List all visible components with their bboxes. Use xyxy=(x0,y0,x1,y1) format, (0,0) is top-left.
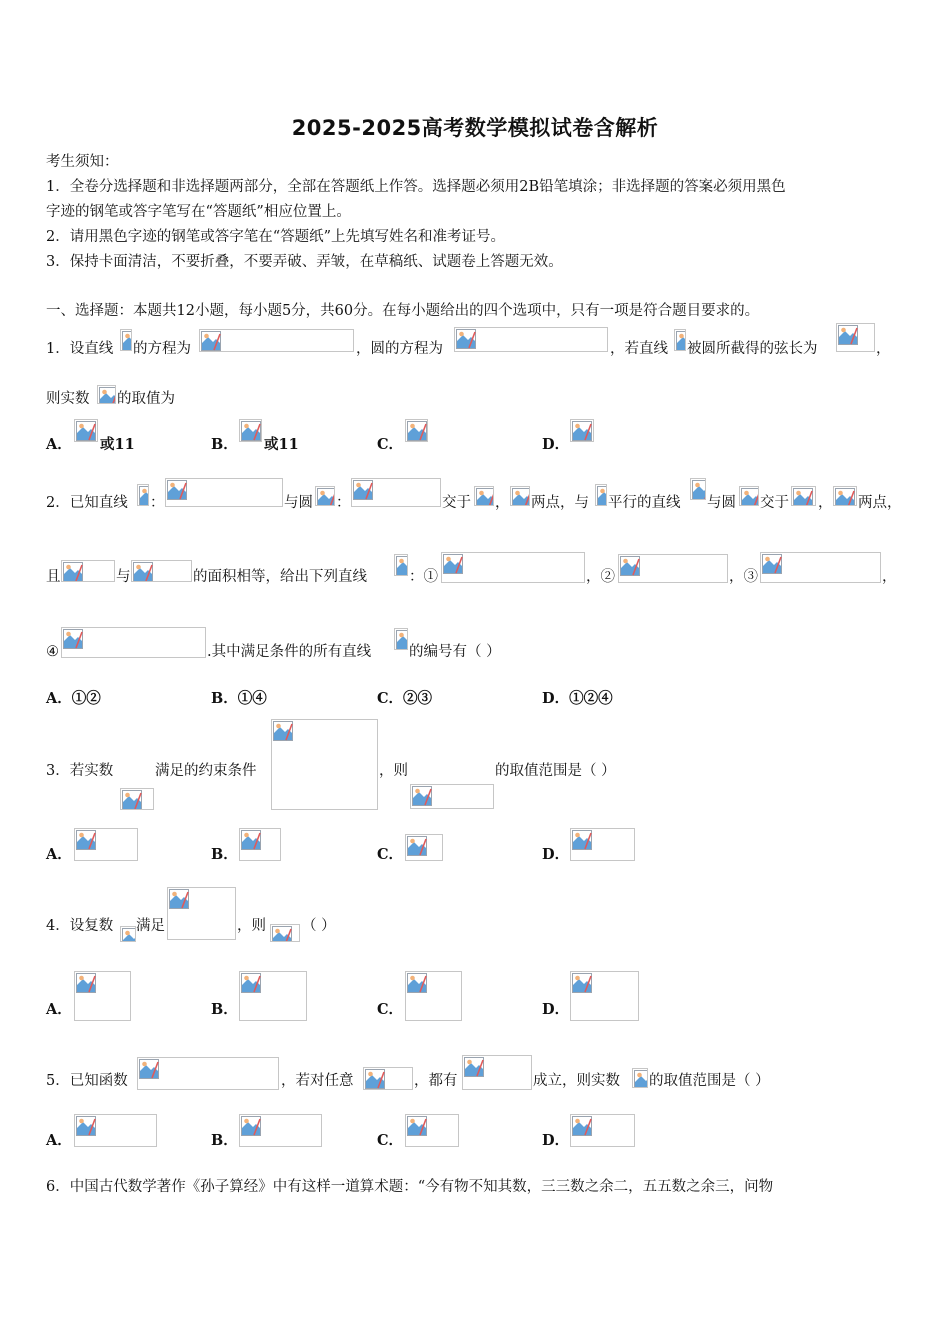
q4-option-b-label: B． xyxy=(211,1001,238,1018)
q2-text-3: 与圆 xyxy=(284,495,313,511)
section-heading: 一、选择题：本题共12小题，每小题5分，共60分。在每小题给出的四个选项中，只有一项是符合题目要求的。 xyxy=(46,303,760,319)
q2-text-9: 与圆 xyxy=(707,495,736,511)
q3-option-b-image xyxy=(239,828,281,861)
q2-text-7: 两点，与 xyxy=(531,495,589,511)
q2-text-18: ，③ xyxy=(729,569,758,585)
notice-line-3: 3．保持卡面清洁，不要折叠，不要弄破、弄皱，在草稿纸、试题卷上答题无效。 xyxy=(46,254,563,270)
q6-text-1: 6．中国古代数学著作《孙子算经》中有这样一道算术题：“今有物不知其数，三三数之余二，五五数之余三，问物 xyxy=(46,1179,774,1195)
q2-text-1: 2．已知直线 xyxy=(46,495,128,511)
q1-text-5: 被圆所截得的弦长为 xyxy=(687,341,818,357)
q2-text-2: ： xyxy=(150,495,165,511)
q2-text-14: 与 xyxy=(116,569,131,585)
q1-option-a-suffix: 或11 xyxy=(100,436,135,453)
q2-formula-image xyxy=(760,552,881,583)
q1-text-2: 的方程为 xyxy=(133,341,191,357)
q4-option-a-image xyxy=(74,971,131,1021)
notice-line-1b: 字迹的钢笔或答字笔写在“答题纸”相应位置上。 xyxy=(46,204,351,220)
q2-formula-image xyxy=(474,486,494,506)
q3-option-b-label: B． xyxy=(211,846,238,863)
q2-formula-image xyxy=(739,486,759,506)
q1-text-3: ，圆的方程为 xyxy=(356,341,443,357)
q5-text-2: ，若对任意 xyxy=(281,1073,354,1089)
q5-option-d-image xyxy=(570,1114,635,1147)
q1-option-c-label: C． xyxy=(377,436,404,453)
q5-text-1: 5．已知函数 xyxy=(46,1073,128,1089)
q2-text-12: 两点， xyxy=(858,495,902,511)
q2-text-17: ，② xyxy=(586,569,615,585)
q2-text-20: ④ xyxy=(46,644,59,660)
q5-option-a-label: A． xyxy=(46,1132,72,1149)
q2-option-c: C．②③ xyxy=(377,690,433,707)
q3-option-c-image xyxy=(405,834,443,861)
q4-option-b-image xyxy=(239,971,307,1021)
q5-option-b-image xyxy=(239,1114,322,1147)
q3-option-a-label: A． xyxy=(46,846,72,863)
q1-option-a-label: A． xyxy=(46,436,72,453)
q1-formula-image xyxy=(454,327,608,352)
q5-option-d-label: D． xyxy=(542,1132,570,1149)
q1-text-1: 1．设直线 xyxy=(46,341,114,357)
q2-option-a: A．①② xyxy=(46,690,101,707)
q5-text-3: ，都有 xyxy=(414,1073,458,1089)
q3-formula-image xyxy=(271,719,378,810)
q2-formula-image xyxy=(165,478,283,507)
q4-text-2: 满足 xyxy=(136,918,165,934)
q1-formula-image xyxy=(674,329,686,351)
q2-text-19: ， xyxy=(882,569,897,585)
q5-formula-image xyxy=(137,1057,279,1090)
q2-formula-image xyxy=(833,486,857,506)
q2-formula-image xyxy=(394,554,408,576)
q2-formula-image xyxy=(137,484,149,506)
q3-option-d-label: D． xyxy=(542,846,570,863)
q3-formula-image xyxy=(410,784,494,809)
q5-option-c-label: C． xyxy=(377,1132,404,1149)
q2-text-15: 的面积相等，给出下列直线 xyxy=(193,569,367,585)
q5-formula-image xyxy=(462,1055,532,1090)
q3-option-d-image xyxy=(570,828,635,861)
q5-option-c-image xyxy=(405,1114,459,1147)
q2-text-6: ， xyxy=(495,495,510,511)
notice-heading: 考生须知： xyxy=(46,154,119,170)
q1-option-b-image xyxy=(239,419,262,442)
q2-formula-image xyxy=(394,628,408,650)
notice-line-1a: 1．全卷分选择题和非选择题两部分，全部在答题纸上作答。选择题必须用2B铅笔填涂；非选择题的答案必须用黑色 xyxy=(46,179,786,195)
q2-option-d: D．①②④ xyxy=(542,690,613,707)
q4-option-d-label: D． xyxy=(542,1001,570,1018)
q2-formula-image xyxy=(510,486,530,506)
q4-formula-image xyxy=(167,887,236,940)
q1-option-b-label: B． xyxy=(211,436,238,453)
q4-option-d-image xyxy=(570,971,639,1021)
q2-option-b: B．①④ xyxy=(211,690,267,707)
q2-formula-image xyxy=(61,627,206,658)
q3-option-a-image xyxy=(74,828,138,861)
q4-formula-image xyxy=(270,924,300,942)
q2-formula-image xyxy=(791,486,816,506)
q2-text-8: 平行的直线 xyxy=(608,495,681,511)
q1-formula-image xyxy=(97,385,116,404)
q2-text-4: ： xyxy=(336,495,351,511)
q3-text-3: ，则 xyxy=(379,763,408,779)
q1-formula-image xyxy=(836,323,875,352)
q4-text-1: 4．设复数 xyxy=(46,918,114,934)
q3-formula-image xyxy=(120,788,154,810)
q1-option-a-image xyxy=(74,419,98,442)
q1-option-d-image xyxy=(570,419,594,442)
q2-formula-image xyxy=(61,560,115,582)
q2-formula-image xyxy=(351,478,441,507)
q4-option-c-image xyxy=(405,971,462,1021)
q5-formula-image xyxy=(363,1067,413,1090)
q2-formula-image xyxy=(131,560,192,582)
page-title: 2025-2025高考数学模拟试卷含解析 xyxy=(291,116,659,140)
q2-text-5: 交于 xyxy=(442,495,471,511)
q2-text-13: 且 xyxy=(46,569,61,585)
q4-text-3: ，则 xyxy=(237,918,266,934)
q1-text-4: ，若直线 xyxy=(610,341,668,357)
q2-formula-image xyxy=(441,552,585,583)
q2-formula-image xyxy=(595,484,607,506)
q5-formula-image xyxy=(632,1068,648,1088)
q4-formula-image xyxy=(120,926,136,942)
q5-text-5: 的取值范围是（ ） xyxy=(649,1073,770,1089)
q1-option-c-image xyxy=(405,419,428,442)
q1-text-7: 则实数 xyxy=(46,391,90,407)
q2-text-11: ， xyxy=(818,495,833,511)
q1-text-6: ， xyxy=(876,341,891,357)
q3-option-c-label: C． xyxy=(377,846,404,863)
q2-formula-image xyxy=(315,486,335,506)
q5-option-b-label: B． xyxy=(211,1132,238,1149)
q1-formula-image xyxy=(120,329,132,351)
q2-formula-image xyxy=(618,554,728,583)
q2-text-10: 交于 xyxy=(760,495,789,511)
q3-text-4: 的取值范围是（ ） xyxy=(495,763,616,779)
q2-text-21: .其中满足条件的所有直线 xyxy=(207,644,372,660)
q2-text-22: 的编号有（ ） xyxy=(409,644,501,660)
q1-text-8: 的取值为 xyxy=(117,391,175,407)
q5-option-a-image xyxy=(74,1114,157,1147)
q5-text-4: 成立，则实数 xyxy=(533,1073,620,1089)
q3-text-1: 3．若实数 xyxy=(46,763,114,779)
q1-option-b-suffix: 或11 xyxy=(264,436,299,453)
q3-text-2: 满足的约束条件 xyxy=(155,763,257,779)
q4-option-c-label: C． xyxy=(377,1001,404,1018)
q4-option-a-label: A． xyxy=(46,1001,72,1018)
q2-text-16: ：① xyxy=(409,569,438,585)
q1-option-d-label: D． xyxy=(542,436,570,453)
q1-formula-image xyxy=(199,329,354,352)
notice-line-2: 2．请用黑色字迹的钢笔或答字笔在“答题纸”上先填写姓名和准考证号。 xyxy=(46,229,506,245)
q2-formula-image xyxy=(690,478,706,500)
q4-text-4: （ ） xyxy=(302,918,336,934)
